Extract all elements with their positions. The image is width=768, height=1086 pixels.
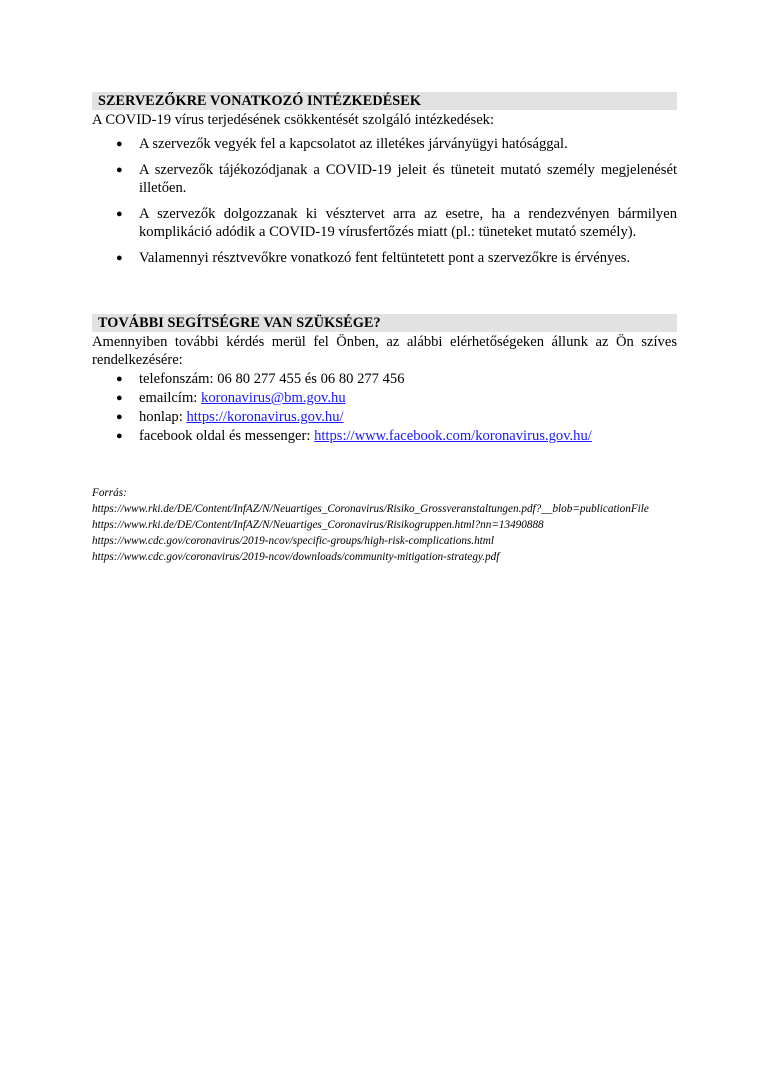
- website-link[interactable]: https://koronavirus.gov.hu/: [186, 409, 344, 425]
- contact-phone: ● telefonszám: 06 80 277 455 és 06 80 277 456: [116, 371, 405, 387]
- document-page: [92, 92, 677, 565]
- sources-block: [92, 485, 677, 565]
- list-item: ● A szervezők tájékozódjanak a COVID-19 jeleit és tüneteit mutató személy megjelenését illetően.: [116, 162, 677, 196]
- email-link[interactable]: koronavirus@bm.gov.hu: [201, 390, 346, 406]
- bullet-icon: ●: [116, 138, 123, 150]
- section-heading-organizers: SZERVEZŐKRE VONATKOZÓ INTÉZKEDÉSEK: [92, 92, 677, 110]
- bullet-icon: ●: [116, 252, 123, 264]
- section-heading-help: TOVÁBBI SEGÍTSÉGRE VAN SZÜKSÉGE?: [92, 314, 677, 332]
- source-item: https://www.cdc.gov/coronavirus/2019-ncov/downloads/community-mitigation-strategy.pdf: [92, 551, 500, 563]
- organizer-measures-list: [92, 135, 677, 267]
- list-item: ● A szervezők dolgozzanak ki vésztervet arra az esetre, ha a rendezvényen bármilyen komplikáció adódik a COVID-19 vírusfertőzés miatt (pl.: tüneteket mutató személy).: [116, 206, 677, 240]
- contact-website: ● honlap: https://koronavirus.gov.hu/: [116, 409, 344, 425]
- source-item: https://www.cdc.gov/coronavirus/2019-ncov/specific-groups/high-risk-complications.html: [92, 535, 494, 547]
- section-intro-organizers: A COVID-19 vírus terjedésének csökkentését szolgáló intézkedések:: [92, 112, 495, 128]
- list-item: ● A szervezők vegyék fel a kapcsolatot az illetékes járványügyi hatósággal.: [116, 136, 568, 152]
- section-intro-help: Amennyiben további kérdés merül fel Önben, az alábbi elérhetőségeken állunk az Ön szíves rendelkezésére:: [92, 334, 677, 368]
- sources-label: Forrás:: [92, 487, 127, 499]
- contact-facebook: ● facebook oldal és messenger: https://www.facebook.com/koronavirus.gov.hu/: [116, 428, 592, 444]
- contact-email: ● emailcím: koronavirus@bm.gov.hu: [116, 390, 346, 406]
- bullet-icon: ●: [116, 392, 123, 404]
- facebook-link[interactable]: https://www.facebook.com/koronavirus.gov.hu/: [314, 428, 592, 444]
- bullet-icon: ●: [116, 411, 123, 423]
- phone-number: 06 80 277 455 és 06 80 277 456: [217, 371, 405, 387]
- bullet-icon: ●: [116, 373, 123, 385]
- contact-list: [92, 370, 677, 445]
- source-item: https://www.rki.de/DE/Content/InfAZ/N/Neuartiges_Coronavirus/Risikogruppen.html?nn=13490888: [92, 519, 544, 531]
- bullet-icon: ●: [116, 164, 123, 176]
- list-item: ● Valamennyi résztvevőkre vonatkozó fent feltüntetett pont a szervezőkre is érvényes.: [116, 250, 631, 266]
- source-item: https://www.rki.de/DE/Content/InfAZ/N/Neuartiges_Coronavirus/Risiko_Grossveranstaltungen.pdf?__blob=publicationFile: [92, 503, 649, 515]
- bullet-icon: ●: [116, 208, 123, 220]
- bullet-icon: ●: [116, 430, 123, 442]
